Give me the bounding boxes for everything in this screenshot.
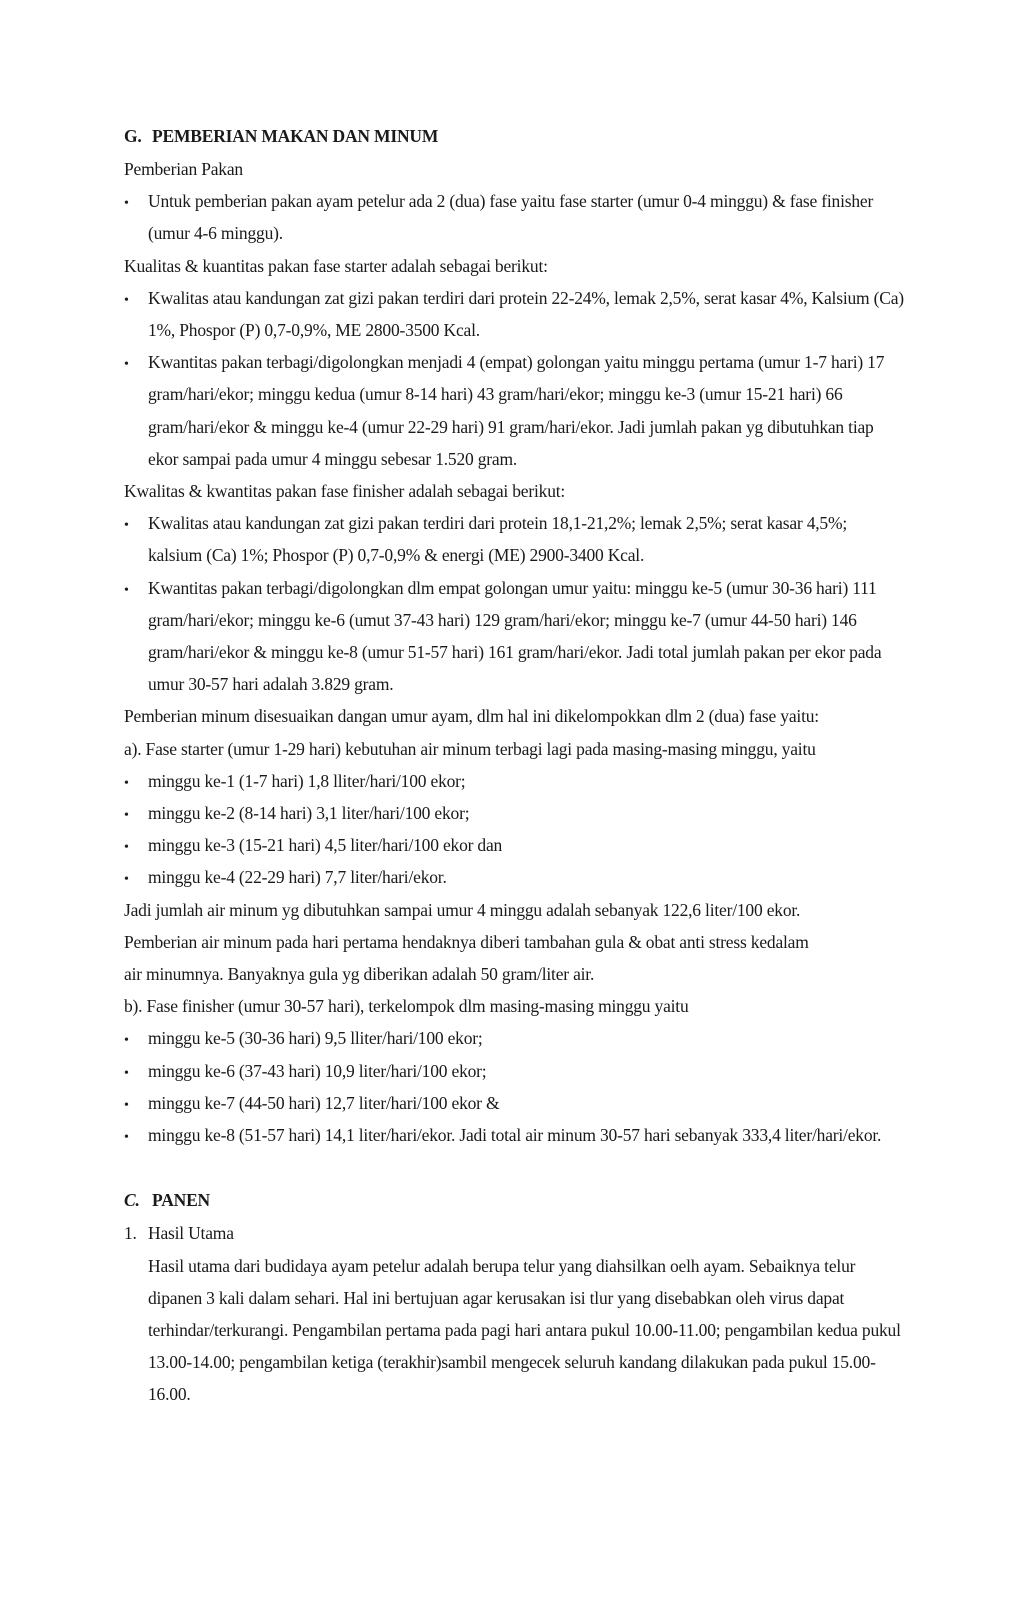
- water-day1-line-2: air minumnya. Banyaknya gula yg diberikan adalah 50 gram/liter air.: [124, 964, 595, 985]
- bullet-icon: [124, 346, 148, 381]
- bullet-icon: [124, 1055, 148, 1090]
- section-c-title: PANEN: [152, 1190, 210, 1211]
- feed-subheading: Pemberian Pakan: [124, 159, 243, 179]
- starter-bullet-quantity: [124, 346, 904, 475]
- intro-bullet: [124, 185, 904, 249]
- water-finisher-week-5-text: minggu ke-5 (30-36 hari) 9,5 lliter/hari/100 ekor;: [148, 1028, 483, 1049]
- bullet-icon: [124, 861, 148, 896]
- bullet-icon: [124, 1087, 148, 1122]
- water-finisher-week-7: [124, 1087, 904, 1119]
- harvest-item-number: 1.: [124, 1223, 137, 1244]
- starter-bullet-quality-text: Kwalitas atau kandungan zat gizi pakan terdiri dari protein 22-24%, lemak 2,5%, serat kasar 4%, Kalsium (Ca) 1%, Phospor (P) 0,7-0,9%, ME 2800-3500 Kcal.: [148, 287, 904, 341]
- bullet-icon: [124, 829, 148, 864]
- bullet-icon: [124, 507, 148, 542]
- water-starter-week-1: [124, 765, 904, 797]
- water-starter-week-2-text: minggu ke-2 (8-14 hari) 3,1 liter/hari/100 ekor;: [148, 803, 470, 824]
- water-starter-week-1-text: minggu ke-1 (1-7 hari) 1,8 lliter/hari/100 ekor;: [148, 770, 466, 791]
- water-finisher-week-5: [124, 1022, 904, 1054]
- water-starter-week-3: [124, 829, 904, 861]
- bullet-icon: [124, 185, 148, 220]
- water-finisher-week-6-text: minggu ke-6 (37-43 hari) 10,9 liter/hari/100 ekor;: [148, 1060, 487, 1081]
- water-finisher-week-8: [124, 1119, 904, 1151]
- section-spacer: [124, 1151, 904, 1183]
- water-finisher-week-8-text: minggu ke-8 (51-57 hari) 14,1 liter/hari/ekor. Jadi total air minum 30-57 hari sebanyak 333,4 liter/hari/ekor.: [148, 1125, 882, 1146]
- bullet-icon: [124, 1022, 148, 1057]
- document-page: [124, 119, 904, 1411]
- section-c-letter: C.: [124, 1190, 140, 1211]
- bullet-icon: [124, 1119, 148, 1154]
- bullet-icon: [124, 572, 148, 607]
- starter-bullet-quantity-text: Kwantitas pakan terbagi/digolongkan menjadi 4 (empat) golongan yaitu minggu pertama (umur 1-7 hari) 17 gram/hari/ekor; minggu kedua (umur 8-14 hari) 43 gram/hari/ekor; minggu ke-3 (umur 15-21 hari) 66 gram/hari/ekor & minggu ke-4 (umur 22-29 hari) 91 gram/hari/ekor. Jadi jumlah pakan yg dibutuhkan tiap ekor sampai pada umur 4 minggu sebesar 1.520 gram.: [148, 352, 885, 469]
- starter-heading: Kualitas & kuantitas pakan fase starter adalah sebagai berikut:: [124, 255, 548, 276]
- finisher-bullet-quality-text: Kwalitas atau kandungan zat gizi pakan terdiri dari protein 18,1-21,2%; lemak 2,5%; serat kasar 4,5%; kalsium (Ca) 1%; Phospor (P) 0,7-0,9% & energi (ME) 2900-3400 Kcal.: [148, 513, 848, 566]
- water-intro: Pemberian minum disesuaikan dangan umur ayam, dlm hal ini dikelompokkan dlm 2 (dua) fase yaitu:: [124, 706, 819, 727]
- finisher-bullet-quantity-text: Kwantitas pakan terbagi/digolongkan dlm empat golongan umur yaitu: minggu ke-5 (umur 30-36 hari) 111 gram/hari/ekor; minggu ke-6 (umut 37-43 hari) 129 gram/hari/ekor; minggu ke-7 (umur 44-50 hari) 146 gram/hari/ekor & minggu ke-8 (umur 51-57 hari) 161 gram/hari/ekor. Jadi total jumlah pakan per ekor pada umur 30-57 hari adalah 3.829 gram.: [148, 577, 882, 695]
- intro-bullet-text: Untuk pemberian pakan ayam petelur ada 2 (dua) fase yaitu fase starter (umur 0-4 minggu) & fase finisher (umur 4-6 minggu).: [148, 191, 874, 244]
- bullet-icon: [124, 282, 148, 317]
- water-finisher-week-6: [124, 1055, 904, 1087]
- water-starter-week-2: [124, 797, 904, 829]
- finisher-heading: Kwalitas & kwantitas pakan fase finisher adalah sebagai berikut:: [124, 481, 566, 502]
- harvest-item: [124, 1217, 904, 1249]
- water-day1-line-1: Pemberian air minum pada hari pertama hendaknya diberi tambahan gula & obat anti stress kedalam: [124, 931, 809, 952]
- section-g-title: PEMBERIAN MAKAN DAN MINUM: [152, 126, 439, 146]
- water-starter-heading: a). Fase starter (umur 1-29 hari) kebutuhan air minum terbagi lagi pada masing-masing minggu, yaitu: [124, 738, 816, 759]
- water-total: Jadi jumlah air minum yg dibutuhkan sampai umur 4 minggu adalah sebanyak 122,6 liter/100 ekor.: [124, 899, 801, 920]
- section-c-heading: [124, 1183, 904, 1217]
- water-starter-week-4: [124, 861, 904, 893]
- water-finisher-week-7-text: minggu ke-7 (44-50 hari) 12,7 liter/hari/100 ekor &: [148, 1092, 500, 1113]
- finisher-bullet-quality: [124, 507, 904, 571]
- harvest-item-text: Hasil utama dari budidaya ayam petelur adalah berupa telur yang diahsilkan oelh ayam. Sebaiknya telur dipanen 3 kali dalam sehari. Hal ini bertujuan agar kerusakan isi tlur yang disebabkan oleh virus dapat terhindar/terkurangi. Pengambilan pertama pada pagi hari antara pukul 10.00-11.00; pengambilan kedua pukul 13.00-14.00; pengambilan ketiga (terakhir)sambil mengecek seluruh kandang dilakukan pada pukul 15.00-16.00.: [148, 1255, 901, 1405]
- section-g-heading: [124, 119, 904, 153]
- finisher-bullet-quantity: [124, 572, 904, 701]
- water-finisher-heading: b). Fase finisher (umur 30-57 hari), terkelompok dlm masing-masing minggu yaitu: [124, 996, 689, 1017]
- starter-bullet-quality: [124, 282, 904, 346]
- section-g-letter: G.: [124, 126, 142, 146]
- water-starter-week-3-text: minggu ke-3 (15-21 hari) 4,5 liter/hari/100 ekor dan: [148, 835, 503, 856]
- water-starter-week-4-text: minggu ke-4 (22-29 hari) 7,7 liter/hari/ekor.: [148, 867, 447, 888]
- bullet-icon: [124, 765, 148, 800]
- harvest-item-title: Hasil Utama: [148, 1223, 234, 1244]
- bullet-icon: [124, 797, 148, 832]
